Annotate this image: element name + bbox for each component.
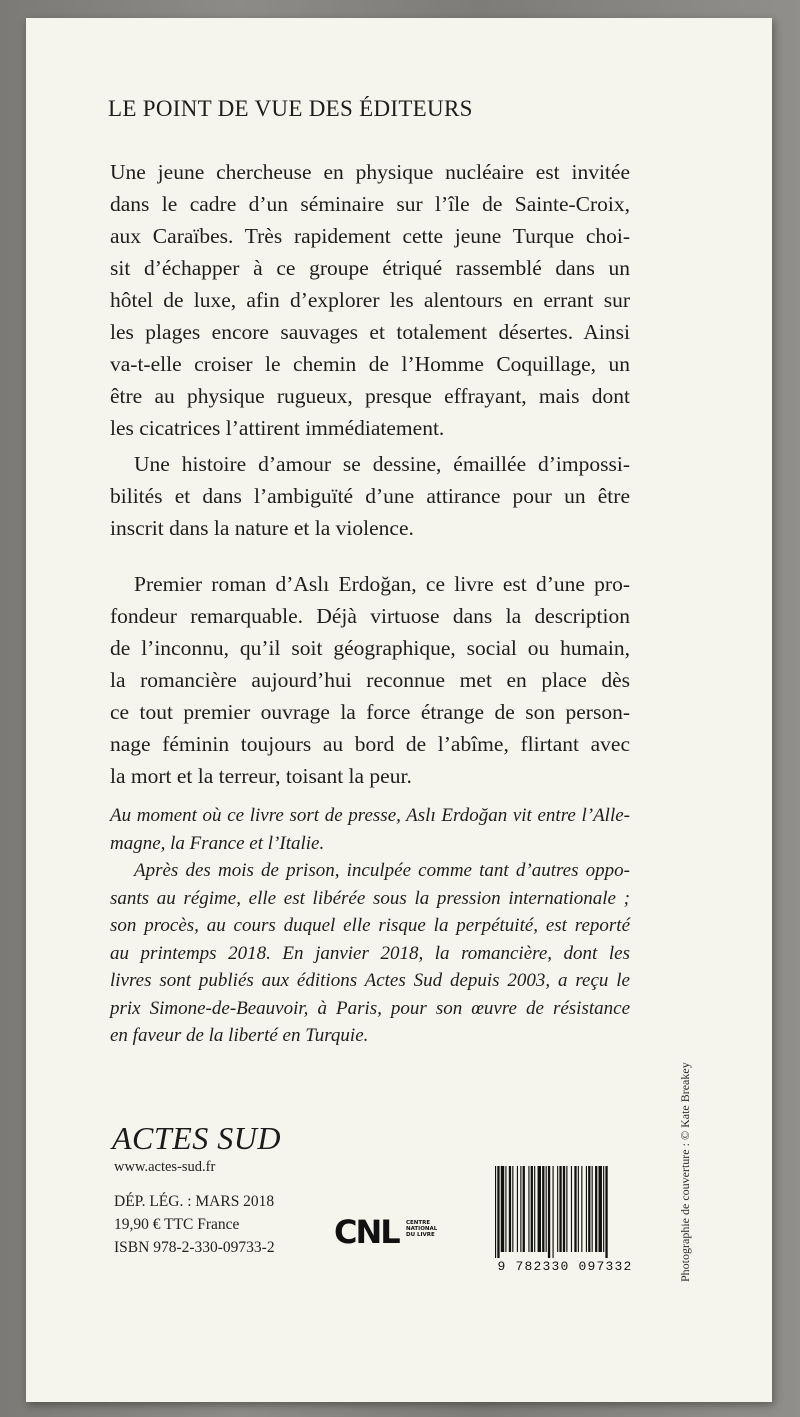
barcode-bar [566, 1166, 567, 1252]
barcode-bar [501, 1166, 504, 1252]
text-line: bilités et dans l’ambiguïté d’une attirance pour un être [110, 484, 630, 508]
barcode-bar [557, 1166, 558, 1252]
barcode-bar [523, 1166, 525, 1252]
barcode-bar [512, 1166, 513, 1252]
text-line: la mort et la terreur, toisant la peur. [110, 764, 412, 788]
publisher-logo: ACTES SUD [112, 1120, 281, 1156]
barcode-bar [588, 1166, 590, 1252]
barcode-bar [605, 1166, 607, 1258]
text-line: son procès, au cours duquel elle risque la perpétuité, est reporté [110, 915, 630, 936]
text-line: inscrit dans la nature et la violence. [110, 516, 414, 540]
barcode-bar [531, 1166, 533, 1252]
text-line: la romancière aujourd’hui reconnue met en place dès [110, 668, 630, 692]
first-novel-paragraph [110, 568, 630, 792]
barcode-bars [495, 1166, 608, 1258]
summary-paragraph [110, 156, 630, 444]
barcode-bar [505, 1166, 506, 1252]
legal-info [114, 1190, 275, 1259]
barcode-bar [497, 1166, 499, 1258]
section-heading: LE POINT DE VUE DES ÉDITEURS [108, 96, 473, 121]
text-line: va-t-elle croiser le chemin de l’Homme Coquillage, un [110, 352, 630, 376]
love-story-paragraph [110, 448, 630, 544]
author-note-italic [110, 802, 630, 1050]
barcode-bar [599, 1166, 602, 1252]
cnl-line: CENTRE [406, 1220, 431, 1226]
text-line: les cicatrices l’attirent immédiatement. [110, 416, 445, 440]
text-line: fondeur remarquable. Déjà virtuose dans la description [110, 604, 630, 628]
barcode-bar [563, 1166, 565, 1252]
barcode-bar [595, 1166, 597, 1252]
barcode-digits: 9 782330 097332 [497, 1259, 633, 1274]
text-line: magne, la France et l’Italie. [110, 832, 325, 854]
isbn: ISBN 978-2-330-09733-2 [114, 1239, 275, 1256]
cnl-logo [334, 1210, 444, 1250]
price: 19,90 € TTC France [114, 1216, 240, 1233]
isbn-barcode [487, 1166, 643, 1274]
text-line: en faveur de la liberté en Turquie. [110, 1025, 369, 1046]
text-line: ce tout premier ouvrage la force étrange de son person- [110, 700, 630, 724]
publisher-website: www.actes-sud.fr [114, 1159, 216, 1175]
text-line: sit d’échapper à ce groupe étriqué rassemblé dans un [110, 256, 630, 280]
cnl-line: NATIONAL [406, 1226, 438, 1232]
barcode-bar [546, 1166, 547, 1252]
barcode-bar [542, 1166, 544, 1252]
barcode-bar [528, 1166, 529, 1252]
text-line: au printemps 2018. En janvier 2018, la romancière, dont les [110, 942, 630, 964]
text-line: sants au régime, elle est libérée sous la pression internationale ; [110, 887, 630, 909]
text-line: hôtel de luxe, afin d’explorer les alentours en errant sur [110, 288, 630, 312]
barcode-bar [538, 1166, 541, 1252]
barcode-bar [553, 1166, 554, 1258]
text-line: Après des mois de prison, inculpée comme tant d’autres oppo- [134, 860, 630, 881]
barcode-bar [509, 1166, 511, 1252]
barcode-bar [586, 1166, 587, 1252]
text-line: prix Simone-de-Beauvoir, à Paris, pour son œuvre de résistance [110, 997, 630, 1019]
text-line: aux Caraïbes. Très rapidement cette jeune Turque choi- [110, 224, 630, 248]
barcode-bar [517, 1166, 518, 1252]
text-line: Une histoire d’amour se dessine, émaillée d’impossi- [134, 452, 630, 476]
text-line: dans le cadre d’un séminaire sur l’île de Sainte-Croix, [110, 192, 630, 216]
legal-deposit: DÉP. LÉG. : MARS 2018 [114, 1193, 275, 1210]
barcode-bar [581, 1166, 582, 1252]
text-line: les plages encore sauvages et totalement désertes. Ainsi [110, 320, 630, 344]
barcode-bar [559, 1166, 561, 1252]
text-line: Premier roman d’Aslı Erdoğan, ce livre est d’une pro- [134, 572, 630, 596]
barcode-bar [520, 1166, 521, 1252]
barcode-bar [571, 1166, 572, 1252]
barcode-bar [578, 1166, 579, 1252]
barcode-bar [495, 1166, 496, 1258]
barcode-bar [592, 1166, 593, 1252]
text-line: nage féminin toujours au bord de l’abîme, flirtant avec [110, 732, 630, 756]
photo-credit: Photographie de couverture : © Kate Breakey [678, 1062, 692, 1282]
barcode-bar [603, 1166, 604, 1252]
text-line: de l’inconnu, qu’il soit géographique, social ou humain, [110, 636, 630, 660]
text-line: Une jeune chercheuse en physique nucléaire est invitée [110, 160, 630, 184]
barcode-bar [574, 1166, 576, 1252]
barcode-bar [534, 1166, 535, 1252]
text-line: Au moment où ce livre sort de presse, Aslı Erdoğan vit entre l’Alle- [110, 805, 630, 826]
cnl-mark: CNL [334, 1213, 399, 1250]
cnl-line: DU LIVRE [406, 1232, 435, 1238]
barcode-bar [548, 1166, 550, 1258]
text-line: être au physique rugueux, presque effrayant, mais dont [110, 384, 630, 408]
text-line: livres sont publiés aux éditions Actes Sud depuis 2003, a reçu le [110, 970, 630, 991]
